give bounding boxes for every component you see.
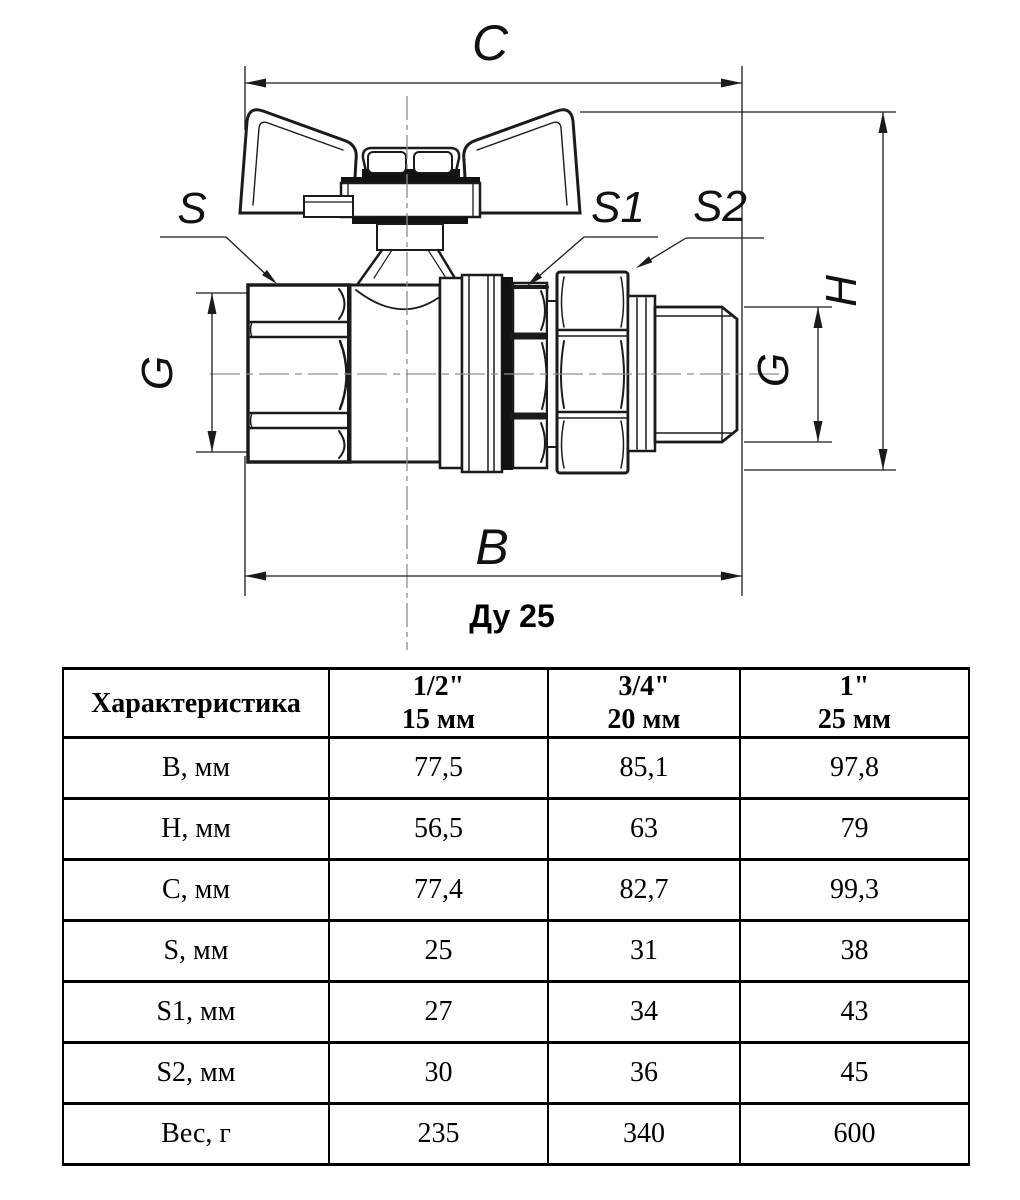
stem-nut-facet-left: [368, 152, 406, 173]
row-value: 85,1: [548, 738, 740, 799]
arrowhead: [208, 431, 217, 452]
arrowhead: [636, 256, 652, 268]
arrowhead: [721, 572, 742, 581]
row-value: 77,5: [329, 738, 548, 799]
spec-table: [62, 667, 970, 1166]
arrowhead: [814, 307, 823, 328]
dimension-label-s: S: [177, 184, 207, 233]
size-mm: 20 мм: [607, 704, 681, 735]
arrowhead: [879, 449, 888, 470]
size-mm: 15 мм: [401, 704, 476, 735]
row-label: Н, мм: [63, 799, 329, 860]
row-value: 99,3: [740, 860, 969, 921]
row-label: S, мм: [63, 921, 329, 982]
s2-nut: [557, 272, 628, 473]
spec-row-c: [63, 860, 969, 921]
row-value: 25: [329, 921, 548, 982]
row-label: В, мм: [63, 738, 329, 799]
row-value: 235: [329, 1104, 548, 1165]
arrowhead: [208, 293, 217, 314]
handle-stop-tab: [304, 196, 353, 217]
row-label: S2, мм: [63, 1043, 329, 1104]
arrowhead: [245, 79, 266, 88]
s1-nut: [513, 283, 547, 468]
row-value: 97,8: [740, 738, 969, 799]
dimension-label-s2: S2: [693, 182, 747, 231]
arrowhead: [814, 421, 823, 442]
row-value: 45: [740, 1043, 969, 1104]
row-value: 600: [740, 1104, 969, 1165]
spec-row-h: [63, 799, 969, 860]
spec-row-s2: [63, 1043, 969, 1104]
dimension-label-s1: S1: [591, 183, 645, 232]
spec-header-size-1: [329, 669, 548, 738]
spec-header-characteristic: Характеристика: [63, 669, 329, 738]
drawing-caption: Ду 25: [469, 598, 555, 634]
bonnet-dark-band: [352, 217, 468, 224]
neck-left-slant: [357, 250, 382, 285]
neck-right-inner: [428, 250, 446, 278]
arrowhead: [721, 79, 742, 88]
dimension-label-g-right: G: [749, 352, 798, 388]
body-step: [440, 278, 462, 468]
spec-header-size-3: [740, 669, 969, 738]
row-value: 340: [548, 1104, 740, 1165]
row-value: 34: [548, 982, 740, 1043]
stem-nut-facet-right: [414, 152, 452, 173]
row-value: 43: [740, 982, 969, 1043]
row-value: 27: [329, 982, 548, 1043]
row-value: 38: [740, 921, 969, 982]
spec-row-b: [63, 738, 969, 799]
row-value: 31: [548, 921, 740, 982]
arrowhead: [245, 572, 266, 581]
row-value: 56,5: [329, 799, 548, 860]
spec-row-s: [63, 921, 969, 982]
valve-body: [240, 110, 737, 473]
row-value: 30: [329, 1043, 548, 1104]
size-inches: 3/4": [618, 671, 670, 702]
spec-row-s1: [63, 982, 969, 1043]
dimension-label-g-left: G: [133, 355, 182, 391]
row-value: 36: [548, 1043, 740, 1104]
size-inches: 1/2": [412, 671, 465, 702]
row-value: 63: [548, 799, 740, 860]
row-value: 77,4: [329, 860, 548, 921]
spec-row-weight: [63, 1104, 969, 1165]
size-mm: 25 мм: [817, 704, 892, 735]
spec-header-row: [63, 669, 969, 738]
row-label: S1, мм: [63, 982, 329, 1043]
bonnet: [341, 183, 480, 217]
size-inches: 1": [839, 671, 870, 702]
row-label: С, мм: [63, 860, 329, 921]
row-value: 82,7: [548, 860, 740, 921]
row-label: Вес, г: [63, 1104, 329, 1165]
spec-header-size-2: [548, 669, 740, 738]
row-value: 79: [740, 799, 969, 860]
dimension-label-b: B: [475, 519, 509, 575]
dimension-label-h: H: [817, 275, 866, 307]
arrowhead: [879, 112, 888, 133]
dimension-label-c: C: [471, 15, 509, 71]
neck-left-inner: [374, 250, 392, 278]
packing-gland: [377, 224, 443, 250]
